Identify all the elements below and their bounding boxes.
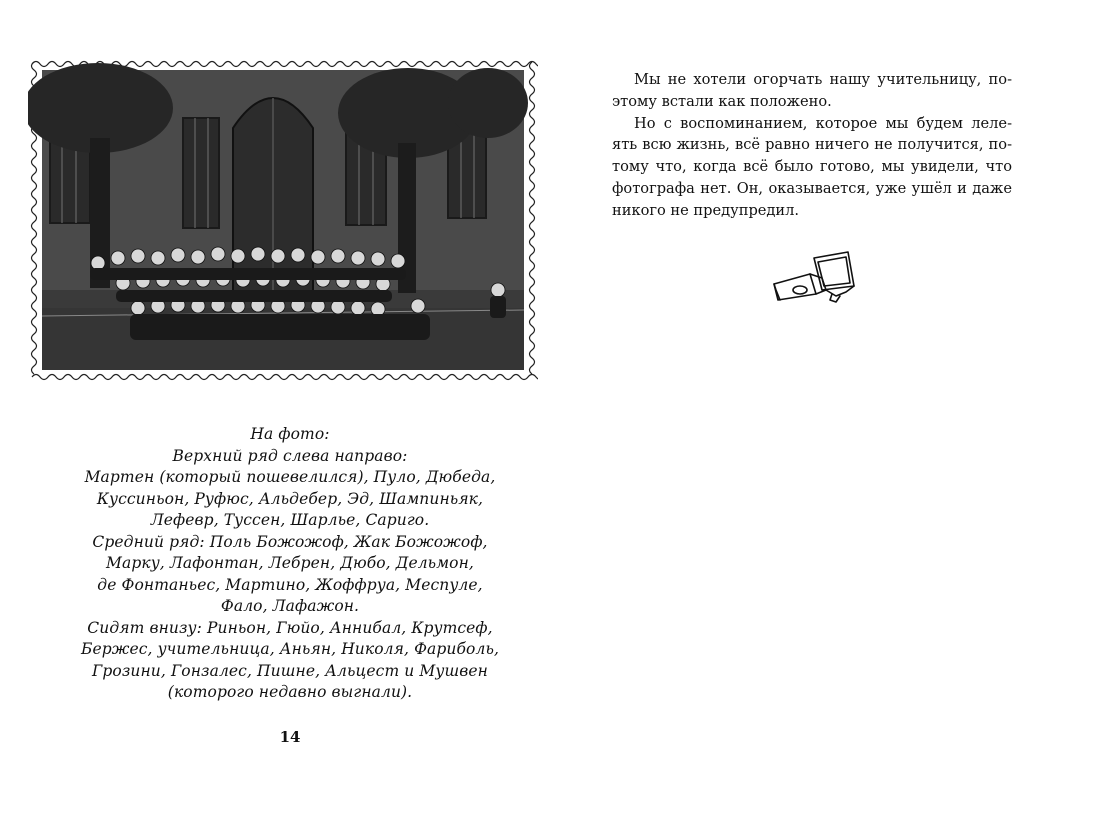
caption-line: (которого недавно выгнали).	[167, 683, 413, 701]
caption-line: Мартен (который пошевелился), Пуло, Дюбеда,	[84, 468, 496, 486]
caption-line: Фало, Лафажон.	[220, 597, 360, 615]
class-photo-svg	[28, 58, 538, 383]
caption-line: Сидят внизу: Риньон, Гюйо, Аннибал, Крутсеф,	[87, 618, 493, 637]
paragraph-line: ять всю жизнь, всё равно ничего не получится, по-	[612, 136, 1012, 154]
paragraph-line: фотографа нет. Он, оказывается, уже ушёл и даже	[612, 179, 1012, 197]
paragraph-line: этому встали как положено.	[612, 92, 832, 110]
paragraph-line: никого не предупредил.	[612, 201, 800, 219]
paragraph-line: тому что, когда всё было готово, мы увидели, что	[612, 158, 1012, 176]
caption-line: Средний ряд: Поль Божожоф, Жак Божожоф,	[92, 532, 488, 551]
paragraph-line: Но с воспоминанием, которое мы будем леле-	[634, 114, 1012, 132]
page-number: 14	[279, 728, 301, 746]
body-text	[612, 69, 1012, 222]
caption-line: Куссиньон, Руфюс, Альдебер, Эд, Шампиньяк,	[96, 489, 484, 508]
class-photo-illustration	[28, 58, 538, 383]
caption-line: Марку, Лафонтан, Лебрен, Дюбо, Дельмон,	[106, 554, 474, 572]
caption-line: На фото:	[250, 425, 330, 443]
caption-line: Грозини, Гонзалес, Пишне, Альцест и Мушвен	[92, 661, 488, 680]
paragraph-line: Мы не хотели огорчать нашу учительницу, по-	[634, 71, 1012, 88]
photo-caption	[60, 424, 520, 704]
caption-line: де Фонтаньес, Мартино, Жоффруа, Меспуле,	[97, 575, 483, 594]
camera-drawing-icon	[770, 250, 860, 308]
caption-line: Лефевр, Туссен, Шарлье, Сариго.	[150, 511, 430, 529]
caption-line: Верхний ряд слева направо:	[172, 446, 408, 465]
caption-line: Бержес, учительница, Аньян, Николя, Фариболь,	[80, 640, 500, 658]
